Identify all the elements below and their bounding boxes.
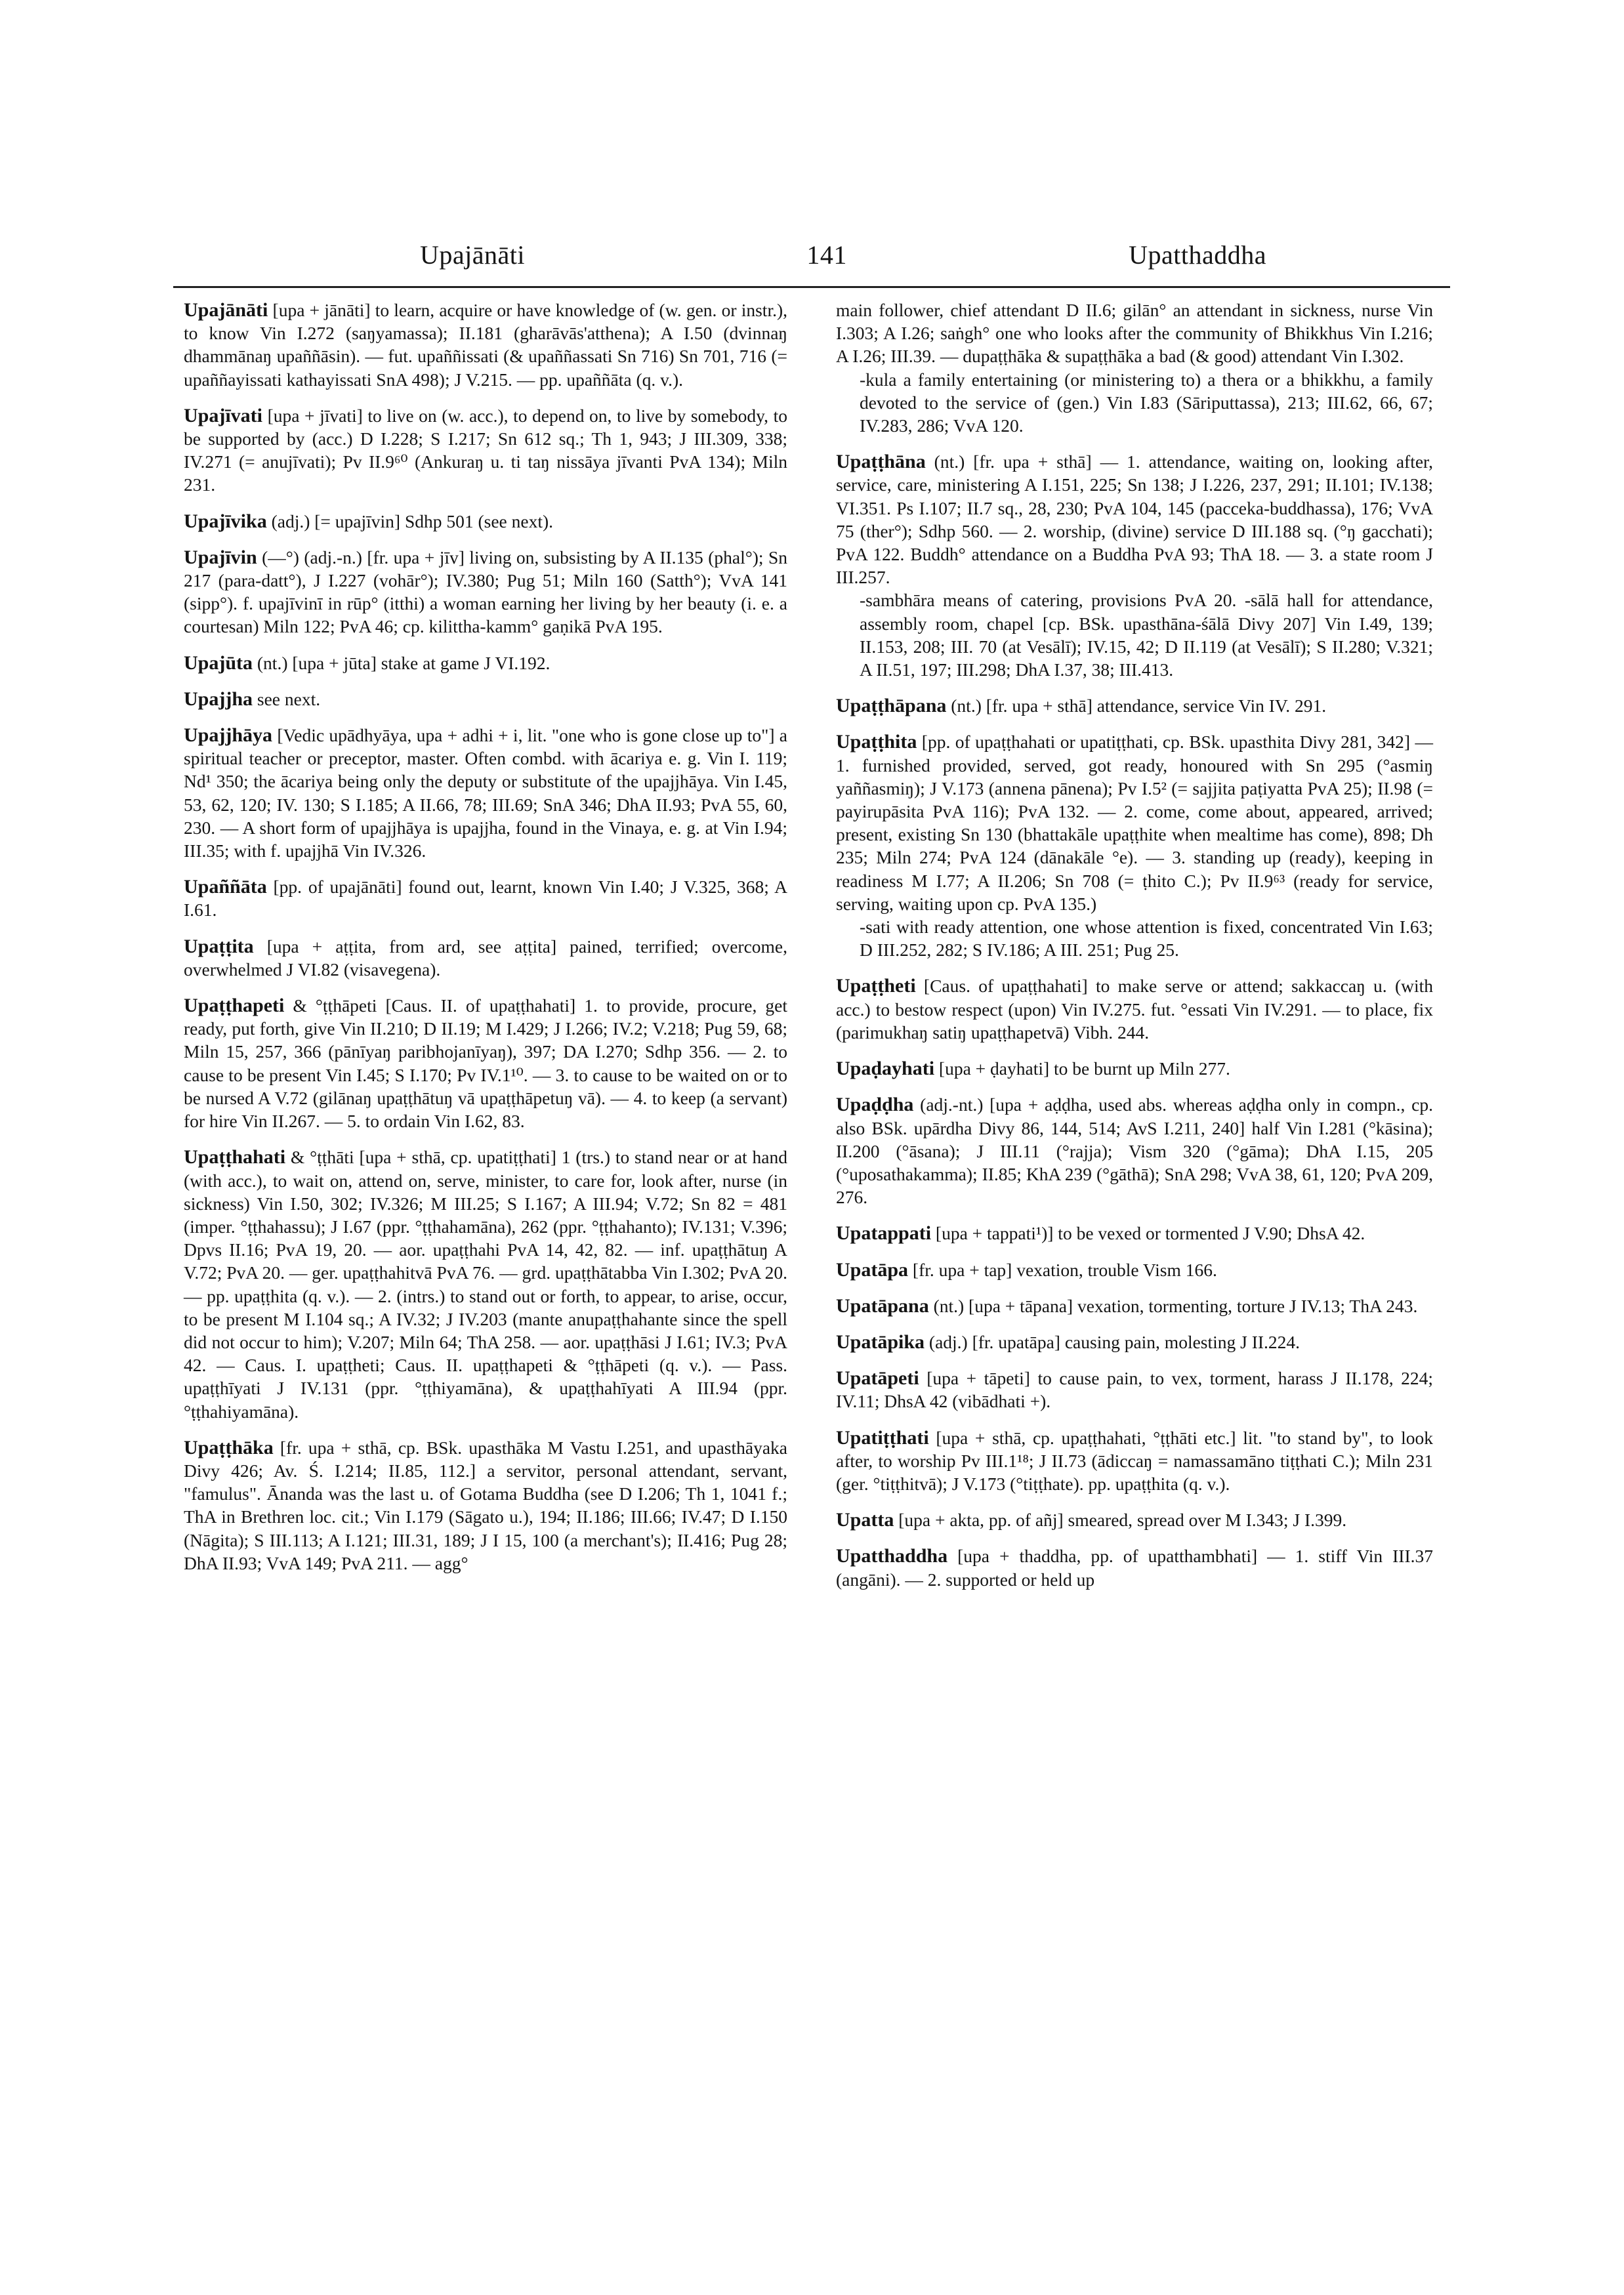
entry-continuation [836,299,1433,437]
entry-body: [pp. of upaṭṭhahati or upatiṭṭhati, cp. BSk. upasthita Divy 281, 342] — 1. furnished provided, served, got ready, honoured with Sn 295 (°asmiŋ yaññasmiŋ); J V.173 (annena pānena); Pv I.5² (= sajjita paṭiyatta PvA 25); II.98 (= payirupāsita PvA 116); PvA 132. — 2. come, come about, appeared, arrived; present, existing Sn 130 (bhattakāle upaṭṭhite when mealtime has come), 898; Dh 235; Miln 274; PvA 124 (dānakāle °e). — 3. standing up (ready), keeping in readiness M I.77; A II.206; Sn 708 (= ṭhito C.); Pv II.9⁶³ (ready for service, serving, waiting upon cp. PvA 135.) [836,732,1433,914]
entry-body: [upa + tappati¹)] to be vexed or tormented J V.90; DhsA 42. [931,1223,1365,1244]
headword: Upatthaddha [836,1545,948,1567]
dictionary-entry [184,994,787,1132]
header-rule [173,286,1450,288]
entry-body: (nt.) [upa + jūta] stake at game J VI.192. [253,652,551,673]
headword: Upaḍḍha [836,1094,914,1116]
headword: Upatāpika [836,1331,925,1353]
dictionary-entry [836,1294,1433,1317]
entry-body: (nt.) [fr. upa + sthā] — 1. attendance, waiting on, looking after, service, care, ministering A I.151, 225; Sn 138; J I.226, 237, 291; II.101; IV.138; VI.351. Ps I.107; II.7 sq., 28, 230; PvA 104, 145 (pacceka-buddhassa), 176; VvA 75 (ther°); Sdhp 560. — 2. worship, (divine) service D III.188 sq. (°ŋ gacchati); PvA 122. Buddh° attendance on a Buddha PvA 93; ThA 18. — 3. a state room J III.257. [836,451,1433,588]
dictionary-entry [836,1331,1433,1354]
dictionary-entry [184,935,787,981]
dictionary-entry [184,510,787,533]
dictionary-entry [184,651,787,674]
headword: Upajīvika [184,510,267,532]
dictionary-entry [836,1222,1433,1245]
right-column [836,299,1433,1604]
sub-entry: -sati with ready attention, one whose attention is fixed, concentrated Vin I.63; D III.252, 282; S IV.186; A III. 251; Pug 25. [860,917,1433,961]
dictionary-entry [836,1057,1433,1080]
headword: Upajīvati [184,404,262,426]
dictionary-entry [184,404,787,497]
entry-body: [upa + akta, pp. of añj] smeared, spread over M I.343; J I.399. [894,1510,1347,1531]
entry-body: [upa + jīvati] to live on (w. acc.), to depend on, to live by somebody, to be supported by (acc.) D I.228; S I.217; Sn 612 sq.; Th 1, 943; J III.309, 338; IV.271 (= anujīvati); Pv II.9⁶⁰ (Ankuraŋ u. ti taŋ nissāya jīvanti PvA 134); Miln 231. [184,405,787,495]
headword: Upatāpeti [836,1367,919,1390]
dictionary-entry [184,688,787,711]
entry-body: [Vedic upādhyāya, upa + adhi + i, lit. "one who is gone close up to"] a spiritual teacher or preceptor, master. Often combd. with ācariya e. g. Vin I. 119; Nd¹ 350; the ācariya being only the deputy or substitute of the upajjhāya. Vin I.45, 53, 62, 120; IV. 130; S I.185; A II.66, 78; III.69; SnA 346; DhA II.93; PvA 55, 60, 230. — A short form of upajjhāya is upajjha, found in the Vinaya, e. g. at Vin I.94; III.35; with f. upajjhā Vin IV.326. [184,725,787,861]
dictionary-entry [836,694,1433,717]
dictionary-entry [836,1093,1433,1209]
entry-body: see next. [253,688,321,709]
dictionary-entry [836,1367,1433,1413]
headword: Upaṭṭhāna [836,451,926,473]
entry-body: [upa + aṭṭita, from ard, see aṭṭita] pained, terrified; overcome, overwhelmed J VI.82 (visavegena). [184,936,787,980]
dictionary-entry [836,1426,1433,1496]
entry-body: [upa + tāpeti] to cause pain, to vex, torment, harass J II.178, 224; IV.11; DhsA 42 (vibādhati +). [836,1368,1433,1412]
left-column [184,299,787,1588]
dictionary-entry [184,299,787,391]
headword: Upajūta [184,651,253,674]
headword: Upatiṭṭhati [836,1426,929,1449]
headword: Upatappati [836,1222,932,1245]
entry-body: (adj.) [= upajīvin] Sdhp 501 (see next). [266,510,554,531]
headword: Upajjhāya [184,724,273,747]
header-left-guideword: Upajānāti [420,240,525,270]
entry-body: (nt.) [fr. upa + sthā] attendance, service Vin IV. 291. [946,695,1327,716]
dictionary-entry [836,450,1433,681]
entry-body: [pp. of upajānāti] found out, learnt, known Vin I.40; J V.325, 368; A I.61. [184,877,787,920]
entry-body: [fr. upa + tap] vexation, trouble Vism 166. [908,1259,1217,1280]
entry-body: [upa + sthā, cp. upaṭṭhahati, °ṭṭhāti etc.] lit. "to stand by", to look after, to worship Pv III.1¹⁸; J II.73 (ādiccaŋ = namassamāno tiṭṭhati C.); Miln 231 (ger. °tiṭṭhitvā); J V.173 (°tiṭṭhate). pp. upaṭṭhita (q. v.). [836,1427,1433,1494]
entry-body: (—°) (adj.-n.) [fr. upa + jīv] living on, subsisting by A II.135 (phal°); Sn 217 (para-datt°), J I.227 (vohār°); IV.380; Pug 51; Miln 160 (Satth°); VvA 141 (sipp°). f. upajīvinī in rūp° (itthi) a woman earning her living by her beauty (i. e. a courtesan) Miln 122; PvA 46; cp. kilittha-kamm° gaṇikā PvA 195. [184,547,787,637]
headword: Upatāpana [836,1294,929,1317]
headword: Upaṭṭhita [836,731,917,753]
headword: Upaḍayhati [836,1058,935,1080]
dictionary-entry [184,1146,787,1422]
dictionary-entry [836,1544,1433,1590]
headword: Upajānāti [184,299,268,321]
dictionary-entry [184,546,787,638]
entry-body: [upa + thaddha, pp. of upatthambhati] — 1. stiff Vin III.37 (angāni). — 2. supported or held up [836,1546,1433,1590]
headword: Upatta [836,1509,894,1531]
entry-body: [upa + jānāti] to learn, acquire or have knowledge of (w. gen. or instr.), to know Vin I.272 (saŋyamassa); II.181 (gharāvās'atthena); A I.50 (dvinnaŋ dhammānaŋ upaññāsin). — fut. upaññissati (& upaññassati Sn 716) Sn 701, 716 (= upaññayissati kathayissati SnA 498); J V.215. — pp. upaññāta (q. v.). [184,300,787,390]
running-header [420,239,1266,279]
dictionary-entry [836,974,1433,1044]
headword: Upajīvin [184,546,257,568]
headword: Upaññāta [184,876,267,898]
entry-body: (adj.) [fr. upatāpa] causing pain, molesting J II.224. [925,1331,1301,1352]
headword: Upaṭṭhapeti [184,995,285,1017]
dictionary-entry [836,1258,1433,1281]
entry-body: & °ṭṭhāpeti [Caus. II. of upaṭṭhahati] 1. to provide, procure, get ready, put forth, give Vin II.210; D II.19; M I.429; J I.266; IV.2; V.218; Pug 59, 68; Miln 15, 257, 366 (pānīyaŋ paribhojanīyaŋ), 397; DA I.270; Sdhp 356. — 2. to cause to be present Vin I.45; S I.170; Pv IV.1¹⁰. — 3. to cause to be waited on or to be nursed A V.72 (gilānaŋ upaṭṭhātuŋ vā upaṭṭhāpetuŋ vā). — 4. to keep (a servant) for hire Vin II.267. — 5. to ordain Vin I.62, 83. [184,995,787,1132]
sub-entry: -kula a family entertaining (or ministering to) a thera or a bhikkhu, a family devoted to the service of (gen.) Vin I.83 (Sāriputtassa), 213; III.62, 66, 67; IV.283, 286; VvA 120. [860,369,1433,436]
headword: Upaṭṭita [184,935,254,957]
header-right-guideword: Upatthaddha [1129,240,1266,270]
headword: Upatāpa [836,1258,909,1281]
continuation-text: main follower, chief attendant D II.6; gilān° an attendant in sickness, nurse Vin I.303; A I.26; saṅgh° one who looks after the community of Bhikkhus Vin I.216; A I.26; III.39. — dupaṭṭhāka & supaṭṭhāka a bad (& good) attendant Vin I.302. [836,300,1433,367]
dictionary-entry [836,1508,1433,1531]
entry-body: (nt.) [upa + tāpana] vexation, tormenting, torture J IV.13; ThA 243. [928,1295,1418,1316]
dictionary-entry [836,730,1433,961]
headword: Upaṭṭheti [836,975,916,997]
dictionary-entry [184,875,787,921]
entry-body: & °ṭṭhāti [upa + sthā, cp. upatiṭṭhati] 1 (trs.) to stand near or at hand (with acc.), to wait on, attend on, serve, minister, to care for, look after, nurse (in sickness) Vin I.50, 302; IV.326; M III.25; S I.167; A III.94; V.72; Sn 82 = 481 (imper. °ṭṭhahassu); J I.67 (ppr. °ṭṭhahamāna), 262 (ppr. °ṭṭhahanto); IV.131; V.396; Dpvs II.16; PvA 19, 20. — aor. upaṭṭhahi PvA 14, 42, 82. — inf. upaṭṭhātuŋ A V.72; PvA 20. — ger. upaṭṭhahitvā PvA 76. — grd. upaṭṭhātabba Vin I.302; PvA 20. — pp. upaṭṭhita (q. v.). — 2. (intrs.) to stand out or forth, to appear, to arise, occur, to be present M I.104 sq.; A IV.32; J IV.203 (mante anupaṭṭhahante since the spell did not occur to him); V.207; Miln 64; ThA 258. — aor. upaṭṭhāsi J I.61; IV.3; PvA 42. — Caus. I. upaṭṭheti; Caus. II. upaṭṭhapeti & °ṭṭhāpeti (q. v.). — Pass. upaṭṭhīyati J IV.131 (ppr. °ṭṭhiyamāna), & upaṭṭhahīyati A III.94 (ppr. °ṭṭhahiyamāna). [184,1147,787,1422]
entry-body: (adj.-nt.) [upa + aḍḍha, used abs. whereas aḍḍha only in compn., cp. also BSk. upārdha Divy 86, 144, 514; AvS I.211, 240] half Vin I.281 (°kāsina); II.200 (°āsana); J III.11 (°rajja); Vism 320 (°gāma); DhA I.15, 205 (°uposathakamma); II.85; KhA 239 (°gāthā); SnA 298; VvA 38, 61, 120; PvA 209, 276. [836,1094,1433,1208]
entry-body: [upa + ḍayhati] to be burnt up Miln 277. [934,1058,1230,1079]
sub-entry: -sambhāra means of catering, provisions PvA 20. -sālā hall for attendance, assembly room, chapel [cp. BSk. upasthāna-śālā Divy 207] Vin I.49, 139; II.153, 208; III. 70 (at Vesālī); IV.15, 42; D II.119 (at Vesālī); S II.280; V.321; A II.51, 197; III.298; DhA I.37, 38; III.413. [860,590,1433,680]
dictionary-entry [184,1436,787,1575]
headword: Upaṭṭhāpana [836,695,947,717]
headword: Upaṭṭhahati [184,1146,286,1168]
headword: Upaṭṭhāka [184,1436,274,1458]
entry-body: [Caus. of upaṭṭhahati] to make serve or attend; sakkaccaŋ u. (with acc.) to bestow respect (upon) Vin IV.275. fut. °essati Vin IV.291. — to place, fix (parimukhaŋ satiŋ upaṭṭhapetvā) Vibh. 244. [836,976,1433,1043]
dictionary-entry [184,724,787,862]
page-number: 141 [806,240,847,270]
headword: Upajjha [184,688,253,710]
entry-body: [fr. upa + sthā, cp. BSk. upasthāka M Vastu I.251, and upasthāyaka Divy 426; Av. Ś. I.214; II.85, 112.] a servitor, personal attendant, servant, "famulus". Ānanda was the last u. of Gotama Buddha (see D I.206; Th 1, 1041 f.; ThA in Brethren loc. cit.; Vin I.179 (Sāgato u.), 194; II.186; III.66; IV.47; D I.150 (Nāgita); S III.113; A I.121; III.31, 189; J I 15, 100 (a merchant's); II.416; Pug 28; DhA II.93; VvA 149; PvA 211. — agg° [184,1437,787,1573]
